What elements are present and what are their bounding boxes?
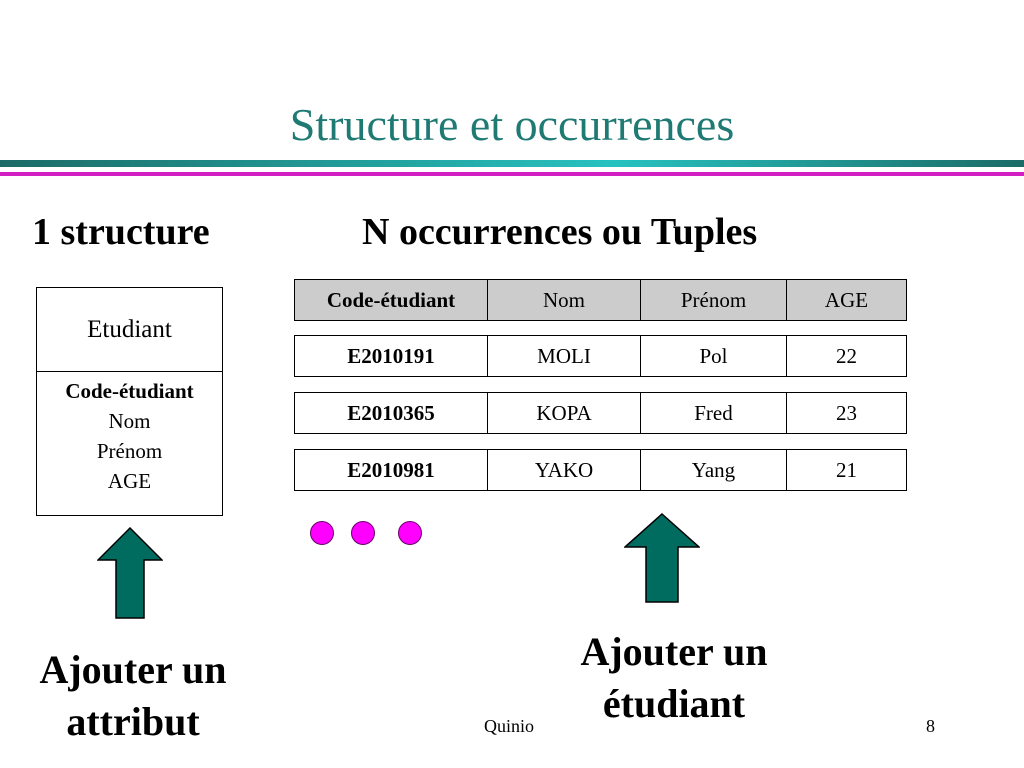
table-cell: Pol [641, 336, 787, 376]
footer-author: Quinio [484, 716, 535, 736]
entity-box [36, 287, 223, 516]
table-header-row [294, 279, 907, 321]
table-cell: Fred [641, 393, 787, 433]
table-cell: 22 [836, 343, 857, 368]
table-cell: KOPA [488, 393, 641, 433]
up-arrow-icon [624, 513, 700, 603]
table-header-cell: AGE [824, 287, 869, 312]
entity-attribute: Nom [108, 409, 151, 433]
table-cell: E2010981 [295, 450, 488, 490]
caption-line: attribut [66, 699, 200, 744]
slide-title: Structure et occurrences [289, 99, 735, 150]
table-cell: 21 [836, 457, 857, 482]
table-cell: E2010191 [295, 336, 488, 376]
up-arrow-icon [97, 527, 163, 619]
title-rule-teal [0, 160, 1024, 167]
structure-heading: 1 structure [32, 211, 210, 253]
table-cell: Yang [641, 450, 787, 490]
occurrences-heading: N occurrences ou Tuples [362, 211, 758, 253]
table-cell: 23 [836, 400, 857, 425]
ellipsis-dot [310, 521, 334, 545]
table-row [294, 449, 907, 491]
table-cell: E2010365 [295, 393, 488, 433]
table-cell: MOLI [488, 336, 641, 376]
title-rule-magenta [0, 172, 1024, 176]
entity-attribute-key: Code-étudiant [65, 379, 194, 403]
table-cell: YAKO [488, 450, 641, 490]
page-number: 8 [926, 716, 935, 736]
table-header-cell: Prénom [641, 280, 787, 320]
table-header-cell: Code-étudiant [295, 280, 488, 320]
caption-line: Ajouter un [39, 647, 227, 692]
entity-name: Etudiant [37, 288, 222, 372]
table-row [294, 392, 907, 434]
caption-line: étudiant [602, 681, 746, 726]
entity-attribute: AGE [107, 469, 152, 493]
add-attribute-caption [20, 644, 246, 748]
entity-attributes [37, 372, 222, 496]
ellipsis-dot [351, 521, 375, 545]
table-row [294, 335, 907, 377]
entity-attribute: Prénom [96, 439, 163, 463]
caption-line: Ajouter un [580, 629, 768, 674]
table-header-cell: Nom [488, 280, 641, 320]
add-student-caption [548, 626, 800, 730]
ellipsis-dot [398, 521, 422, 545]
